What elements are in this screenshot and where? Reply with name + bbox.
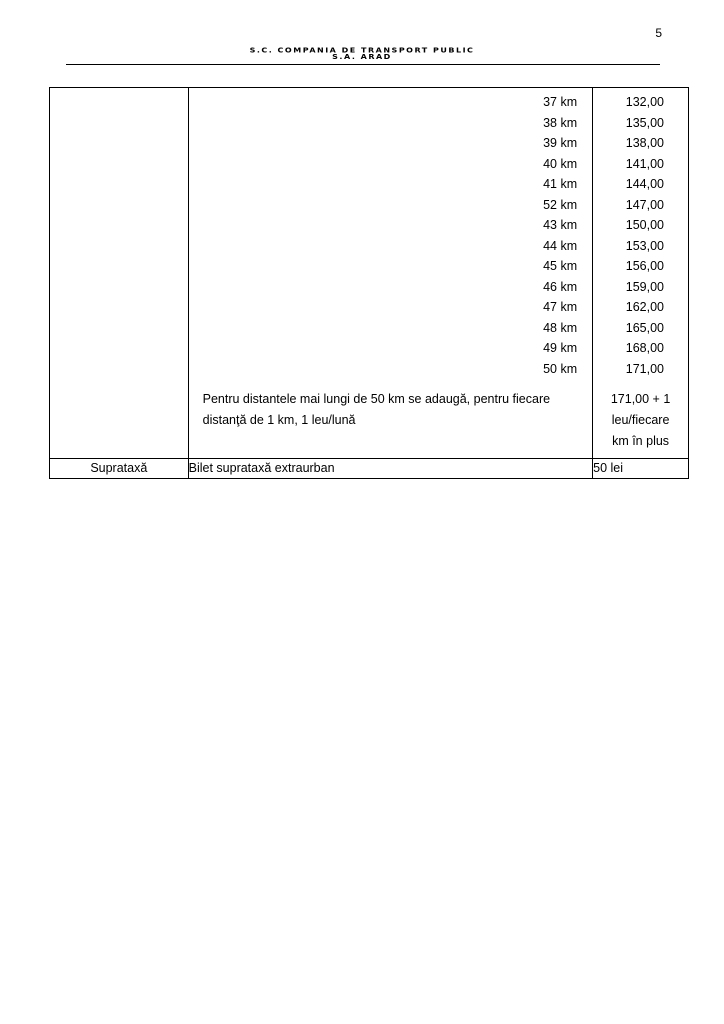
note-price-line: 171,00 + 1: [610, 392, 671, 406]
distance-value: 39 km: [543, 136, 578, 150]
surcharge-row: [50, 459, 689, 479]
price-value: 156,00: [625, 259, 664, 273]
price-value: 147,00: [625, 197, 664, 212]
distance-value: 45 km: [543, 259, 578, 273]
price-value: 153,00: [625, 238, 664, 253]
surcharge-price: 50 lei: [593, 459, 689, 479]
distance-value: 52 km: [543, 197, 578, 212]
price-value: 132,00: [625, 95, 664, 109]
page-number: 5: [655, 26, 662, 40]
price-value: 165,00: [625, 320, 664, 335]
note-price-line: km în plus: [612, 434, 670, 448]
distance-value: 48 km: [543, 320, 578, 335]
note-price-line: leu/fiecare: [611, 413, 670, 427]
company-location: S.A. ARAD: [332, 53, 392, 61]
price-cell: [593, 88, 689, 459]
surcharge-category: Suprataxă: [50, 459, 189, 479]
company-header: [0, 47, 724, 61]
distance-cell: [188, 88, 593, 459]
distance-value: 49 km: [543, 341, 578, 355]
note-line: Pentru distantele mai lungi de 50 km se adaugă, pentru fiecare: [202, 392, 551, 406]
distance-value: 38 km: [543, 115, 578, 130]
price-value: 141,00: [625, 156, 664, 171]
distance-value: 40 km: [543, 156, 578, 171]
price-value: 171,00: [625, 361, 664, 376]
header-divider: [66, 64, 660, 65]
note-line: distanţă de 1 km, 1 leu/lună: [202, 413, 356, 427]
price-value: 168,00: [625, 341, 664, 355]
extra-distance-note: [189, 379, 593, 437]
extra-distance-price: [593, 379, 688, 458]
price-value: 138,00: [625, 136, 664, 150]
price-list: [593, 88, 688, 379]
distance-price-row: [50, 88, 689, 459]
company-name: S.C. COMPANIA DE TRANSPORT PUBLIC: [249, 46, 475, 54]
surcharge-description: Bilet suprataxă extraurban: [188, 459, 593, 479]
distance-value: 43 km: [543, 218, 578, 232]
distance-list: [189, 88, 593, 379]
distance-value: 44 km: [543, 238, 578, 253]
distance-value: 37 km: [543, 95, 578, 109]
price-value: 159,00: [625, 279, 664, 294]
distance-value: 50 km: [543, 361, 578, 376]
distance-value: 47 km: [543, 300, 578, 314]
category-cell-empty: [50, 88, 189, 459]
distance-value: 46 km: [543, 279, 578, 294]
tariff-table: [49, 87, 689, 479]
price-value: 150,00: [625, 218, 664, 232]
price-value: 162,00: [625, 300, 664, 314]
price-value: 135,00: [625, 115, 664, 130]
distance-value: 41 km: [543, 177, 578, 191]
price-value: 144,00: [625, 177, 664, 191]
